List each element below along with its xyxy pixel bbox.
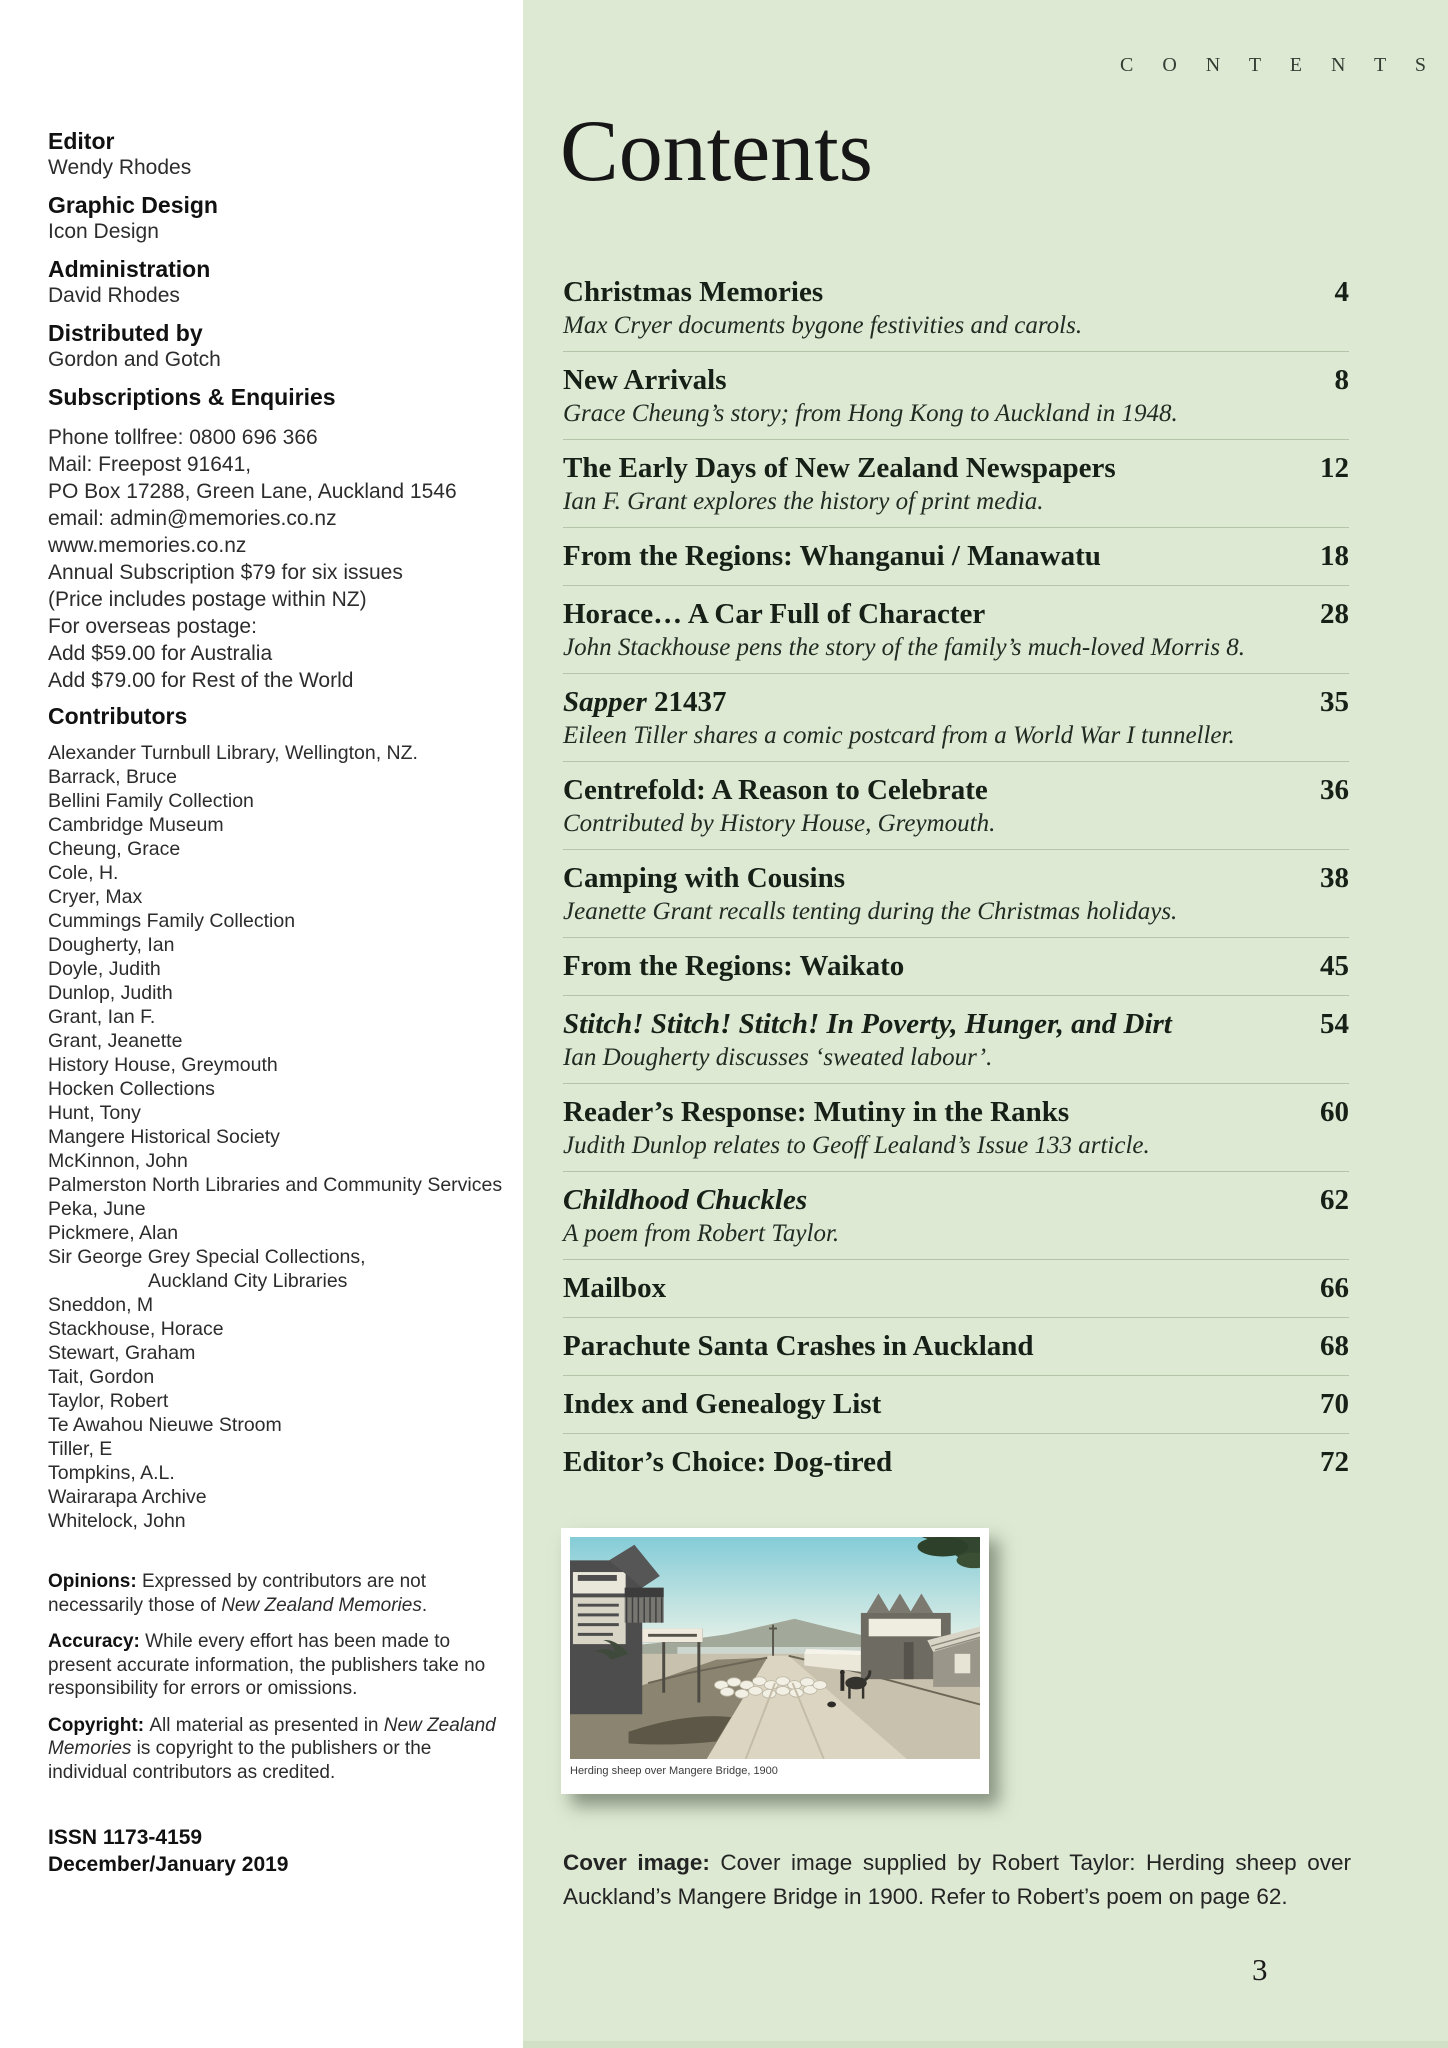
cover-caption [563, 1846, 1351, 1914]
note-text: Opinions: [48, 1571, 142, 1592]
toc-item-page: 28 [1320, 598, 1349, 630]
toc-item-row [563, 450, 1349, 486]
contributor-line: Peka, June [48, 1198, 146, 1220]
toc-item-title [563, 1444, 1320, 1480]
masthead-label: Distributed by [48, 320, 203, 346]
subscription-line: (Price includes postage within NZ) [48, 588, 367, 611]
toc-item-page: 54 [1320, 1008, 1349, 1040]
contributor-line: McKinnon, John [48, 1150, 188, 1172]
toc-item-subtitle: Jeanette Grant recalls tenting during the Christmas holidays. [563, 898, 1178, 925]
toc-item-subtitle: Ian Dougherty discusses ‘sweated labour’. [563, 1044, 993, 1071]
toc-item-subtitle: Eileen Tiller shares a comic postcard from a World War I tunneller. [563, 722, 1235, 749]
note-paragraph [48, 1714, 510, 1785]
toc-item [563, 1084, 1349, 1172]
issn-block [48, 1824, 510, 1878]
toc-item-row [563, 362, 1349, 398]
contributor-line: Pickmere, Alan [48, 1222, 179, 1244]
toc-item-row [563, 596, 1349, 632]
subscriptions-heading: Subscriptions & Enquiries [48, 384, 336, 410]
toc-item-row [563, 1182, 1349, 1218]
note-text: Expressed by contributors are not necessarily those of [48, 1571, 427, 1616]
toc-item [563, 528, 1349, 586]
contributor-line: Mangere Historical Society [48, 1126, 280, 1148]
page-title: Contents [560, 103, 873, 200]
table-of-contents [563, 264, 1349, 1491]
page-bottom-edge [523, 2041, 1448, 2048]
toc-item-page: 18 [1320, 540, 1349, 572]
toc-item [563, 1434, 1349, 1491]
toc-item-title [563, 596, 1320, 632]
toc-title-text: 21437 [646, 686, 727, 718]
toc-title-text: Sapper [563, 686, 647, 718]
toc-item [563, 440, 1349, 528]
toc-title-text: Camping with Cousins [563, 862, 846, 894]
masthead-value: Gordon and Gotch [48, 348, 221, 371]
toc-item [563, 1172, 1349, 1260]
masthead-entry [48, 192, 510, 245]
contributor-line: Cole, H. [48, 862, 119, 884]
masthead-entry [48, 256, 510, 309]
toc-item [563, 674, 1349, 762]
subscription-line: For overseas postage: [48, 615, 257, 638]
subscription-line: www.memories.co.nz [48, 534, 247, 557]
toc-item-row [563, 274, 1349, 310]
note-text: New Zealand Memories [221, 1594, 422, 1616]
contributor-line: Stackhouse, Horace [48, 1318, 224, 1340]
toc-item-subtitle: Max Cryer documents bygone festivities and carols. [563, 312, 1083, 339]
toc-item-page: 68 [1320, 1330, 1349, 1362]
toc-item-subtitle: Judith Dunlop relates to Geoff Lealand’s Issue 133 article. [563, 1132, 1150, 1159]
contributor-line: Tait, Gordon [48, 1366, 155, 1388]
running-head-contents: C O N T E N T S [1120, 54, 1438, 76]
toc-title-text: Christmas Memories [563, 276, 824, 308]
contributors-heading: Contributors [48, 703, 188, 729]
contributor-line: Dunlop, Judith [48, 982, 173, 1004]
toc-item-subtitle: John Stackhouse pens the story of the family’s much-loved Morris 8. [563, 634, 1246, 661]
photo-caption: Herding sheep over Mangere Bridge, 1900 [570, 1765, 778, 1777]
contributor-line: Stewart, Graham [48, 1342, 196, 1364]
contributor-line: Sneddon, M [48, 1294, 154, 1316]
contributors-list [48, 741, 510, 1533]
toc-item-title [563, 1182, 1320, 1218]
toc-item-row [563, 1386, 1349, 1422]
toc-title-text: The Early Days of New Zealand Newspapers [563, 452, 1116, 484]
toc-item [563, 938, 1349, 996]
contributor-line: Cambridge Museum [48, 814, 224, 836]
contributor-line: Grant, Jeanette [48, 1030, 183, 1052]
toc-title-text: Index and Genealogy List [563, 1388, 882, 1420]
toc-title-text: Childhood Chuckles [563, 1184, 808, 1216]
toc-item [563, 586, 1349, 674]
subscription-line: email: admin@memories.co.nz [48, 507, 337, 530]
toc-item-page: 4 [1334, 276, 1349, 308]
toc-item-row [563, 538, 1349, 574]
toc-title-text: From the Regions: Whanganui / Manawatu [563, 540, 1101, 572]
masthead-value: David Rhodes [48, 284, 180, 307]
toc-item-subtitle: Grace Cheung’s story; from Hong Kong to Auckland in 1948. [563, 400, 1178, 427]
toc-item [563, 264, 1349, 352]
contributor-line: Alexander Turnbull Library, Wellington, NZ. [48, 742, 418, 764]
contributor-line: Whitelock, John [48, 1510, 186, 1532]
toc-title-text: Editor’s Choice: Dog-tired [563, 1446, 893, 1478]
subscription-line: Add $59.00 for Australia [48, 642, 273, 665]
note-text: While every effort has been made to present accurate information, the publishers take no responsibility for errors or omissions. [48, 1631, 486, 1699]
contributor-line: Tompkins, A.L. [48, 1462, 175, 1484]
masthead-entry [48, 320, 510, 373]
cover-photo-illustration [570, 1537, 980, 1759]
toc-item-row [563, 948, 1349, 984]
toc-item-title [563, 684, 1320, 720]
note-text: New Zealand Memories [48, 1714, 496, 1759]
subscriptions-block [48, 424, 510, 694]
toc-item-title [563, 362, 1335, 398]
note-paragraph [48, 1630, 510, 1701]
contributor-line: Hunt, Tony [48, 1102, 141, 1124]
page-number: 3 [1252, 1952, 1268, 1987]
toc-item [563, 1318, 1349, 1376]
note-text: Copyright: [48, 1714, 150, 1736]
toc-title-text: From the Regions: Waikato [563, 950, 905, 982]
subscription-line: Add $79.00 for Rest of the World [48, 669, 354, 692]
toc-title-text: New Arrivals [563, 364, 727, 396]
note-text: Accuracy: [48, 1631, 146, 1652]
issn-number: ISSN 1173-4159 [48, 1826, 203, 1849]
masthead-label: Editor [48, 128, 115, 154]
masthead-label: Graphic Design [48, 192, 218, 218]
note-text: . [421, 1594, 428, 1616]
toc-item-page: 70 [1320, 1388, 1349, 1420]
contributor-line: Cummings Family Collection [48, 910, 296, 932]
note-text: All material as presented in [149, 1714, 384, 1736]
contributor-line: Wairarapa Archive [48, 1486, 207, 1508]
toc-item-title [563, 860, 1320, 896]
contributor-line: Barrack, Bruce [48, 766, 177, 788]
toc-item-page: 66 [1320, 1272, 1349, 1304]
toc-item-row [563, 1444, 1349, 1480]
contributor-line: Te Awahou Nieuwe Stroom [48, 1414, 282, 1436]
toc-item-page: 60 [1320, 1096, 1349, 1128]
toc-item-page: 38 [1320, 862, 1349, 894]
toc-item-title [563, 450, 1320, 486]
note-paragraph [48, 1570, 510, 1617]
masthead-value: Icon Design [48, 220, 159, 243]
toc-item-page: 36 [1320, 774, 1349, 806]
contributor-line: Tiller, E [48, 1438, 113, 1460]
masthead-sections [48, 128, 510, 373]
masthead-label: Administration [48, 256, 211, 282]
issue-date: December/January 2019 [48, 1853, 289, 1876]
toc-title-text: Stitch! Stitch! Stitch! In Poverty, Hunger, and Dirt [563, 1008, 1172, 1040]
subscription-line: Mail: Freepost 91641, [48, 453, 252, 476]
masthead-value: Wendy Rhodes [48, 156, 192, 179]
toc-title-text: Centrefold: A Reason to Celebrate [563, 774, 988, 806]
contributor-line: Cryer, Max [48, 886, 143, 908]
toc-item-row [563, 1006, 1349, 1042]
cover-caption-label: Cover image: [563, 1850, 710, 1875]
toc-item [563, 1376, 1349, 1434]
toc-item-page: 62 [1320, 1184, 1349, 1216]
contributor-line: History House, Greymouth [48, 1054, 278, 1076]
toc-item-title [563, 772, 1320, 808]
contributor-line: Dougherty, Ian [48, 934, 175, 956]
masthead-column [48, 128, 510, 1878]
note-text: is copyright to the publishers or the individual contributors as credited. [48, 1738, 432, 1783]
toc-item-page: 8 [1334, 364, 1349, 396]
contributor-line: Taylor, Robert [48, 1390, 169, 1412]
subscription-line: Annual Subscription $79 for six issues [48, 561, 403, 584]
contributor-line: Grant, Ian F. [48, 1006, 156, 1028]
masthead-entry [48, 128, 510, 181]
toc-item-row [563, 684, 1349, 720]
toc-item-row [563, 1270, 1349, 1306]
toc-item-row [563, 1094, 1349, 1130]
toc-item-title [563, 1006, 1320, 1042]
toc-title-text: Reader’s Response: Mutiny in the Ranks [563, 1096, 1070, 1128]
contributor-line: Auckland City Libraries [148, 1270, 348, 1292]
toc-item-subtitle: Ian F. Grant explores the history of print media. [563, 488, 1044, 515]
contributor-line: Cheung, Grace [48, 838, 181, 860]
toc-item-title [563, 538, 1320, 574]
subscription-line: Phone tollfree: 0800 696 366 [48, 426, 318, 449]
toc-title-text: Mailbox [563, 1272, 667, 1304]
toc-item-title [563, 1270, 1320, 1306]
toc-item-title [563, 1328, 1320, 1364]
toc-item-row [563, 772, 1349, 808]
toc-item-title [563, 948, 1320, 984]
toc-title-text: Horace… A Car Full of Character [563, 598, 986, 630]
toc-item-title [563, 1386, 1320, 1422]
toc-item-row [563, 860, 1349, 896]
toc-item-page: 72 [1320, 1446, 1349, 1478]
contributor-line: Sir George Grey Special Collections, [48, 1246, 366, 1268]
contributor-line: Bellini Family Collection [48, 790, 254, 812]
toc-item [563, 1260, 1349, 1318]
cover-caption-text: Cover image supplied by Robert Taylor: Herding sheep over Auckland’s Mangere Bridge in 1900. Refer to Robert’s poem on page 62. [563, 1850, 1351, 1909]
toc-item-row [563, 1328, 1349, 1364]
toc-item-title [563, 1094, 1320, 1130]
legal-notes [48, 1570, 510, 1784]
subscription-line: PO Box 17288, Green Lane, Auckland 1546 [48, 480, 457, 503]
toc-title-text: Parachute Santa Crashes in Auckland [563, 1330, 1034, 1362]
toc-item [563, 352, 1349, 440]
toc-item-title [563, 274, 1335, 310]
contributor-line: Palmerston North Libraries and Community Services [48, 1174, 503, 1196]
contributor-line: Doyle, Judith [48, 958, 161, 980]
toc-item [563, 850, 1349, 938]
toc-item-subtitle: Contributed by History House, Greymouth. [563, 810, 996, 837]
toc-item [563, 996, 1349, 1084]
toc-item-subtitle: A poem from Robert Taylor. [563, 1220, 840, 1247]
contributor-line: Hocken Collections [48, 1078, 215, 1100]
toc-item-page: 45 [1320, 950, 1349, 982]
toc-item-page: 35 [1320, 686, 1349, 718]
toc-item-page: 12 [1320, 452, 1349, 484]
toc-item [563, 762, 1349, 850]
cover-photo [561, 1528, 989, 1794]
